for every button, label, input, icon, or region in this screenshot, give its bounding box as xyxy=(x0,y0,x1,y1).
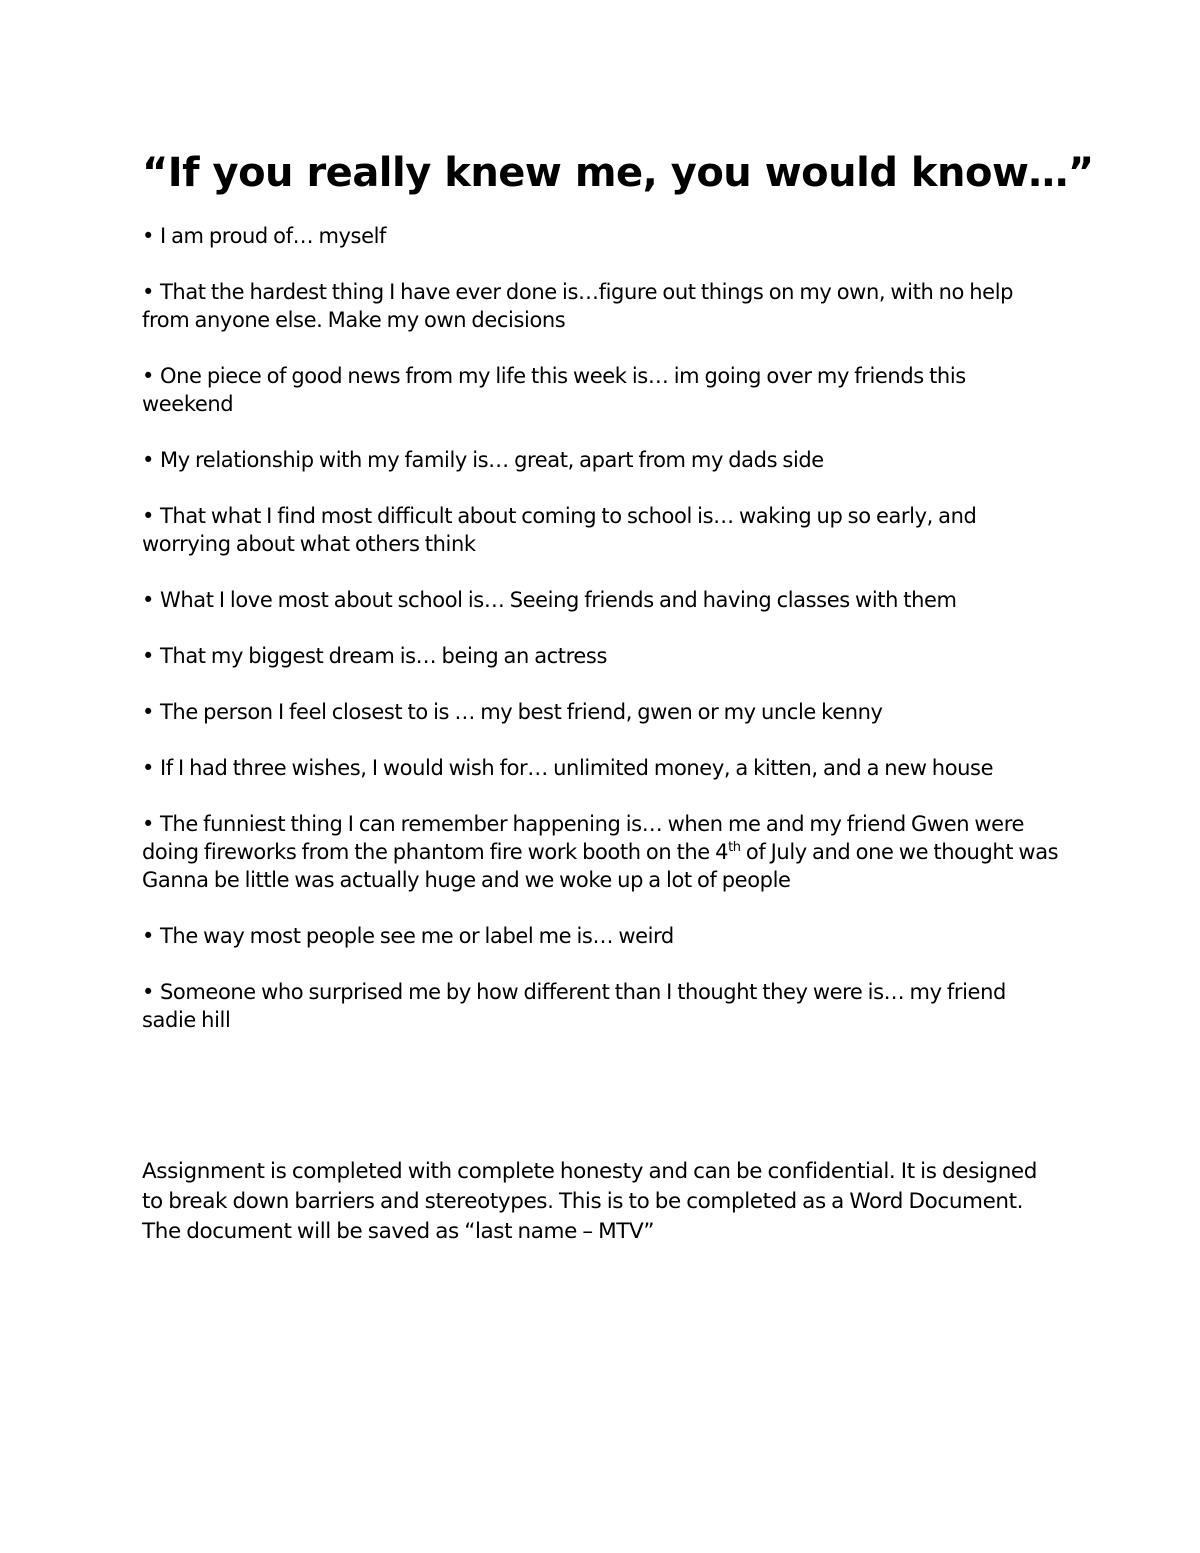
list-item xyxy=(142,586,1062,614)
item-text: The person I feel closest to is … my best friend, gwen or my uncle kenny xyxy=(160,700,883,724)
item-text: The way most people see me or label me is… weird xyxy=(160,924,674,948)
item-text: That the hardest thing I have ever done is…figure out things on my own, with no help from anyone else. Make my own decisions xyxy=(142,280,1014,332)
bullet-glyph: • xyxy=(142,504,154,528)
bullet-glyph: • xyxy=(142,588,154,612)
bullet-glyph: • xyxy=(142,980,154,1004)
item-text: That what I find most difficult about coming to school is… waking up so early, and worrying about what others think xyxy=(142,504,977,556)
bullet-glyph: • xyxy=(142,924,154,948)
list-item xyxy=(142,698,1062,726)
prompt-list xyxy=(142,222,1062,1062)
list-item xyxy=(142,278,1062,334)
item-text: Someone who surprised me by how different than I thought they were is… my friend sadie hill xyxy=(142,980,1006,1032)
item-text: If I had three wishes, I would wish for… unlimited money, a kitten, and a new house xyxy=(160,756,994,780)
bullet-glyph: • xyxy=(142,644,154,668)
bullet-glyph: • xyxy=(142,448,154,472)
list-item xyxy=(142,222,1062,250)
bullet-glyph: • xyxy=(142,812,154,836)
item-text: One piece of good news from my life this week is… im going over my friends this weekend xyxy=(142,364,966,416)
item-text: My relationship with my family is… great, apart from my dads side xyxy=(160,448,824,472)
bullet-glyph: • xyxy=(142,364,154,388)
list-item xyxy=(142,922,1062,950)
bullet-glyph: • xyxy=(142,756,154,780)
item-text: What I love most about school is… Seeing friends and having classes with them xyxy=(160,588,957,612)
bullet-glyph: • xyxy=(142,700,154,724)
item-text: That my biggest dream is… being an actress xyxy=(160,644,608,668)
item-text-continued: of July and one we thought was Ganna be little was actually huge and we woke up a lot of people xyxy=(142,840,1059,892)
list-item xyxy=(142,446,1062,474)
assignment-instructions: Assignment is completed with complete honesty and can be confidential. It is designed to break down barriers and stereotypes. This is to be completed as a Word Document. The document will be saved as “last name – MTV” xyxy=(142,1159,1037,1244)
list-item xyxy=(142,810,1062,894)
list-item xyxy=(142,502,1062,558)
list-item xyxy=(142,362,1062,418)
ordinal-superscript: th xyxy=(728,840,741,855)
document-title: “If you really knew me, you would know…” xyxy=(142,150,1094,196)
list-item xyxy=(142,754,1062,782)
item-text: The funniest thing I can remember happening is… when me and my friend Gwen were doing fireworks from the phantom fire work booth on the 4 xyxy=(142,812,1024,864)
bullet-glyph: • xyxy=(142,224,154,248)
bullet-glyph: • xyxy=(142,280,154,304)
list-item xyxy=(142,978,1062,1034)
list-item xyxy=(142,642,1062,670)
item-text: I am proud of… myself xyxy=(160,224,387,248)
